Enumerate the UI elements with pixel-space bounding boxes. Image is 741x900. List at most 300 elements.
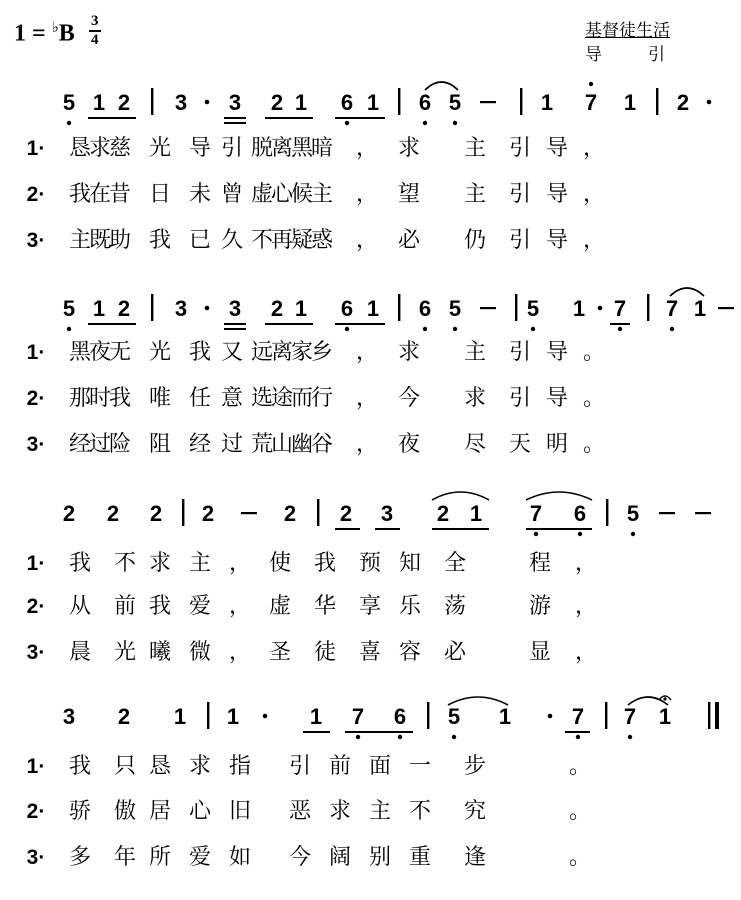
- barline: [606, 499, 608, 526]
- octave-dot-above: [589, 82, 593, 86]
- lyric-char: 微: [188, 640, 212, 665]
- lyric-char: 主: [310, 182, 334, 207]
- barline: [515, 294, 517, 321]
- verse-number: 2·: [26, 800, 46, 823]
- note: 1: [623, 90, 637, 115]
- lyric-char: ，: [355, 136, 379, 161]
- lyric-char: 既: [88, 228, 112, 253]
- lyric-char: 爱: [188, 594, 212, 619]
- dash-sustain: [695, 512, 711, 514]
- lyric-char: 慈: [108, 136, 132, 161]
- barline: [520, 88, 522, 115]
- verse-number: 3·: [26, 846, 46, 869]
- lyric-char: 究: [463, 799, 487, 824]
- barline: [427, 702, 429, 729]
- lyric-char: 无: [108, 340, 132, 365]
- lyric-char: 光: [148, 136, 172, 161]
- note: 2: [270, 90, 284, 115]
- lyric-char: 必: [397, 228, 421, 253]
- lyric-char: 曾: [220, 182, 244, 207]
- final-barline-thick: [715, 702, 719, 729]
- lyric-char: 享: [358, 594, 382, 619]
- note: 5: [448, 296, 462, 321]
- eighth-underline: [265, 323, 313, 325]
- lyric-char: ，: [228, 640, 252, 665]
- dash-sustain: [659, 512, 675, 514]
- lyric-char: 疑: [290, 228, 314, 253]
- dash-sustain: [480, 307, 496, 309]
- note: 5: [626, 501, 640, 526]
- lyric-char: 候: [290, 182, 314, 207]
- lyric-char: 引: [508, 182, 532, 207]
- lyric-char: 我: [148, 228, 172, 253]
- lyric-char: 引: [220, 136, 244, 161]
- octave-dot-below: [67, 327, 71, 331]
- lyric-char: 。: [568, 799, 592, 824]
- lyric-char: 乡: [310, 340, 334, 365]
- slur: [432, 492, 489, 500]
- lyric-char: 我: [108, 386, 132, 411]
- lyric-char: 必: [443, 640, 467, 665]
- lyric-char: 前: [328, 754, 352, 779]
- final-barline-thin: [708, 702, 710, 729]
- flat-symbol: ♭: [51, 19, 59, 36]
- dash-sustain: [480, 101, 496, 103]
- verse-number: 2·: [26, 387, 46, 410]
- note: 5: [447, 704, 461, 729]
- lyric-char: 导: [545, 136, 569, 161]
- lyric-char: 过: [88, 432, 112, 457]
- note: 6: [573, 501, 587, 526]
- lyric-char: 。: [582, 432, 606, 457]
- lyric-char: 黑: [68, 340, 92, 365]
- lyric-char: 爱: [188, 845, 212, 870]
- lyric-char: 一: [408, 754, 432, 779]
- lyric-char: 明: [545, 432, 569, 457]
- note: 2: [117, 90, 131, 115]
- eighth-underline: [265, 117, 313, 119]
- octave-dot-below: [576, 735, 580, 739]
- octave-dot-below: [534, 532, 538, 536]
- lyric-char: 主: [463, 136, 487, 161]
- lyric-char: 导: [545, 228, 569, 253]
- eighth-underline: [345, 731, 413, 733]
- lyric-char: 心: [188, 799, 212, 824]
- verse-number: 1·: [26, 137, 46, 160]
- octave-dot-below: [631, 532, 635, 536]
- lyric-char: 时: [88, 386, 112, 411]
- note: 1: [173, 704, 187, 729]
- eighth-underline: [375, 528, 400, 530]
- lyric-char: 晨: [68, 640, 92, 665]
- lyric-char: 虚: [268, 594, 292, 619]
- lyric-char: 傲: [113, 799, 137, 824]
- slur: [526, 492, 592, 500]
- note: 6: [418, 296, 432, 321]
- lyric-char: 久: [220, 228, 244, 253]
- verse-number: 2·: [26, 595, 46, 618]
- note: 2: [62, 501, 76, 526]
- lyric-char: 游: [528, 594, 552, 619]
- octave-dot-below: [67, 121, 71, 125]
- barline: [398, 88, 400, 115]
- eighth-underline: [88, 117, 136, 119]
- note: 6: [340, 90, 354, 115]
- lyric-char: 再: [270, 228, 294, 253]
- lyric-char: 徒: [313, 640, 337, 665]
- lyric-char: 唯: [148, 386, 172, 411]
- note: 1: [540, 90, 554, 115]
- lyric-char: 我: [188, 340, 212, 365]
- note: 3: [228, 296, 242, 321]
- lyric-char: 黑: [290, 136, 314, 161]
- note: 3: [62, 704, 76, 729]
- augmentation-dot: [205, 306, 210, 311]
- time-signature-top: 3: [91, 13, 99, 29]
- lyric-char: 助: [108, 228, 132, 253]
- lyric-char: 意: [220, 386, 244, 411]
- lyric-char: 面: [368, 754, 392, 779]
- note: 1: [92, 90, 106, 115]
- octave-dot-below: [398, 735, 402, 739]
- lyric-char: 恳: [68, 136, 92, 161]
- lyric-char: 求: [88, 136, 112, 161]
- eighth-underline: [432, 528, 489, 530]
- lyric-char: 虚: [250, 182, 274, 207]
- barline: [647, 294, 649, 321]
- note: 1: [92, 296, 106, 321]
- lyric-char: 经: [188, 432, 212, 457]
- lyric-char: 我: [68, 182, 92, 207]
- verse-number: 3·: [26, 433, 46, 456]
- barline: [151, 294, 153, 321]
- lyric-char: 我: [68, 551, 92, 576]
- lyric-char: ，: [355, 182, 379, 207]
- lyric-char: ，: [228, 551, 252, 576]
- lyric-char: 引: [288, 754, 312, 779]
- tie: [670, 288, 704, 296]
- lyric-char: 主: [68, 228, 92, 253]
- note: 7: [613, 296, 627, 321]
- lyric-char: 喜: [358, 640, 382, 665]
- note: 1: [572, 296, 586, 321]
- lyric-char: 指: [228, 754, 252, 779]
- lyric-char: 家: [290, 340, 314, 365]
- lyric-char: ，: [582, 228, 606, 253]
- lyric-char: 我: [68, 754, 92, 779]
- lyric-char: 求: [397, 136, 421, 161]
- lyric-char: 乐: [398, 594, 422, 619]
- octave-dot-below: [531, 327, 535, 331]
- verse-number: 3·: [26, 229, 46, 252]
- lyric-char: 今: [288, 845, 312, 870]
- note: 1: [309, 704, 323, 729]
- lyric-char: ，: [574, 594, 598, 619]
- key-letter: B: [58, 20, 75, 47]
- lyric-char: ，: [355, 432, 379, 457]
- note: 7: [351, 704, 365, 729]
- lyric-char: 如: [228, 845, 252, 870]
- sixteenth-underline: [224, 122, 246, 124]
- lyric-char: 导: [545, 386, 569, 411]
- octave-dot-below: [356, 735, 360, 739]
- eighth-underline: [303, 731, 330, 733]
- lyric-char: 容: [398, 640, 422, 665]
- lyric-char: 阻: [148, 432, 172, 457]
- lyric-char: 只: [113, 754, 137, 779]
- lyric-char: 未: [188, 182, 212, 207]
- lyric-char: 。: [568, 845, 592, 870]
- lyric-char: 昔: [108, 182, 132, 207]
- note: 2: [201, 501, 215, 526]
- eighth-underline: [565, 731, 590, 733]
- lyric-char: 谷: [310, 432, 334, 457]
- lyric-char: 那: [68, 386, 92, 411]
- eighth-underline: [224, 117, 246, 119]
- note: 7: [571, 704, 585, 729]
- lyric-char: 幽: [290, 432, 314, 457]
- lyric-char: 在: [88, 182, 112, 207]
- lyric-char: 暗: [310, 136, 334, 161]
- barline: [605, 702, 607, 729]
- lyric-char: 主: [463, 340, 487, 365]
- lyric-char: 日: [148, 182, 172, 207]
- lyric-char: ，: [582, 182, 606, 207]
- note: 2: [149, 501, 163, 526]
- note: 5: [448, 90, 462, 115]
- eighth-underline: [335, 528, 360, 530]
- lyric-char: 天: [508, 432, 532, 457]
- verse-number: 1·: [26, 755, 46, 778]
- key-prefix: 1 =: [14, 20, 52, 47]
- note: 3: [228, 90, 242, 115]
- lyric-char: 荡: [443, 594, 467, 619]
- lyric-char: 已: [188, 228, 212, 253]
- lyric-char: 夜: [88, 340, 112, 365]
- lyric-char: 恳: [148, 754, 172, 779]
- note: 2: [339, 501, 353, 526]
- augmentation-dot: [263, 714, 268, 719]
- note: 6: [418, 90, 432, 115]
- lyric-char: 途: [270, 386, 294, 411]
- lyric-char: 今: [397, 386, 421, 411]
- lyric-char: 过: [220, 432, 244, 457]
- note: 2: [436, 501, 450, 526]
- note: 2: [270, 296, 284, 321]
- octave-dot-below: [423, 121, 427, 125]
- barline: [656, 88, 658, 115]
- note: 1: [294, 90, 308, 115]
- lyric-char: 显: [528, 640, 552, 665]
- lyric-char: 山: [270, 432, 294, 457]
- lyric-char: 前: [113, 594, 137, 619]
- note: 7: [665, 296, 679, 321]
- tie: [425, 82, 458, 90]
- note: 7: [584, 90, 598, 115]
- lyric-char: 光: [148, 340, 172, 365]
- note: 3: [174, 296, 188, 321]
- note: 3: [380, 501, 394, 526]
- lyric-char: 别: [368, 845, 392, 870]
- lyric-char: 主: [188, 551, 212, 576]
- lyric-char: 望: [397, 182, 421, 207]
- lyric-char: 行: [310, 386, 334, 411]
- note: 1: [693, 296, 707, 321]
- eighth-underline: [610, 323, 630, 325]
- lyric-char: 步: [463, 754, 487, 779]
- lyric-char: 逢: [463, 845, 487, 870]
- lyric-char: 仍: [463, 228, 487, 253]
- octave-dot-below: [618, 327, 622, 331]
- note: 2: [676, 90, 690, 115]
- lyric-char: ，: [228, 594, 252, 619]
- note: 1: [498, 704, 512, 729]
- octave-dot-below: [452, 735, 456, 739]
- octave-dot-below: [453, 327, 457, 331]
- barline: [398, 294, 400, 321]
- octave-dot-below: [628, 735, 632, 739]
- note: 2: [106, 501, 120, 526]
- lyric-char: 旧: [228, 799, 252, 824]
- lyric-char: 使: [268, 551, 292, 576]
- lyric-char: 尽: [463, 432, 487, 457]
- note: 6: [340, 296, 354, 321]
- verse-number: 1·: [26, 552, 46, 575]
- note: 1: [469, 501, 483, 526]
- lyric-char: 。: [582, 386, 606, 411]
- augmentation-dot: [707, 100, 712, 105]
- octave-dot-below: [453, 121, 457, 125]
- lyric-char: 而: [290, 386, 314, 411]
- lyric-char: 求: [148, 551, 172, 576]
- lyric-char: 经: [68, 432, 92, 457]
- note: 5: [526, 296, 540, 321]
- lyric-char: 选: [250, 386, 274, 411]
- eighth-underline: [224, 323, 246, 325]
- eighth-underline: [335, 323, 385, 325]
- time-signature-bottom: 4: [91, 32, 99, 48]
- note: 3: [174, 90, 188, 115]
- note: 6: [393, 704, 407, 729]
- lyric-char: 华: [313, 594, 337, 619]
- lyric-char: 曦: [148, 640, 172, 665]
- lyric-char: 不: [250, 228, 274, 253]
- lyric-char: 险: [108, 432, 132, 457]
- note: 2: [117, 296, 131, 321]
- lyric-char: 导: [188, 136, 212, 161]
- barline: [207, 702, 209, 729]
- dash-sustain: [718, 307, 734, 309]
- lyric-char: 。: [582, 340, 606, 365]
- lyric-char: ，: [582, 136, 606, 161]
- augmentation-dot: [205, 100, 210, 105]
- lyric-char: 求: [188, 754, 212, 779]
- eighth-underline: [335, 117, 385, 119]
- octave-dot-below: [345, 121, 349, 125]
- lyric-char: 。: [568, 754, 592, 779]
- barline: [317, 499, 319, 526]
- verse-number: 1·: [26, 341, 46, 364]
- lyric-char: 夜: [397, 432, 421, 457]
- lyric-char: 圣: [268, 640, 292, 665]
- lyric-char: 预: [358, 551, 382, 576]
- lyric-char: 求: [463, 386, 487, 411]
- note: 1: [658, 704, 672, 729]
- lyric-char: 程: [528, 551, 552, 576]
- lyric-char: 离: [270, 340, 294, 365]
- note: 7: [623, 704, 637, 729]
- note: 2: [283, 501, 297, 526]
- lyric-char: 所: [148, 845, 172, 870]
- note: 5: [62, 296, 76, 321]
- note: 1: [366, 90, 380, 115]
- lyric-char: ，: [355, 386, 379, 411]
- augmentation-dot: [598, 306, 603, 311]
- lyric-char: 主: [368, 799, 392, 824]
- lyric-char: 骄: [68, 799, 92, 824]
- lyric-char: 我: [148, 594, 172, 619]
- note: 5: [62, 90, 76, 115]
- barline: [182, 499, 184, 526]
- lyric-char: 恶: [288, 799, 312, 824]
- note: 2: [117, 704, 131, 729]
- lyric-char: 年: [113, 845, 137, 870]
- lyric-char: 离: [270, 136, 294, 161]
- note: 1: [294, 296, 308, 321]
- lyric-char: 多: [68, 845, 92, 870]
- lyric-char: 导: [545, 340, 569, 365]
- lyric-char: ，: [355, 228, 379, 253]
- note: 1: [226, 704, 240, 729]
- eighth-underline: [88, 323, 136, 325]
- source-subtitle: 导引: [585, 45, 711, 65]
- lyric-char: ，: [574, 640, 598, 665]
- verse-number: 2·: [26, 183, 46, 206]
- lyric-char: 主: [463, 182, 487, 207]
- lyric-char: 引: [508, 386, 532, 411]
- lyric-char: 引: [508, 228, 532, 253]
- lyric-char: 居: [148, 799, 172, 824]
- lyric-char: 心: [270, 182, 294, 207]
- lyric-char: 求: [328, 799, 352, 824]
- source-title: 基督徒生活: [585, 21, 670, 41]
- lyric-char: 阔: [328, 845, 352, 870]
- lyric-char: ，: [574, 551, 598, 576]
- octave-dot-below: [423, 327, 427, 331]
- lyric-char: 全: [443, 551, 467, 576]
- verse-number: 3·: [26, 641, 46, 664]
- eighth-underline: [526, 528, 592, 530]
- octave-dot-below: [578, 532, 582, 536]
- augmentation-dot: [548, 714, 553, 719]
- sixteenth-underline: [224, 328, 246, 330]
- lyric-char: ，: [355, 340, 379, 365]
- lyric-char: 不: [113, 551, 137, 576]
- dash-sustain: [241, 512, 257, 514]
- lyric-char: 求: [397, 340, 421, 365]
- barline: [151, 88, 153, 115]
- lyric-char: 导: [545, 182, 569, 207]
- lyric-char: 远: [250, 340, 274, 365]
- lyric-char: 光: [113, 640, 137, 665]
- lyric-char: 从: [68, 594, 92, 619]
- note: 1: [366, 296, 380, 321]
- lyric-char: 又: [220, 340, 244, 365]
- lyric-char: 惑: [310, 228, 334, 253]
- lyric-char: 我: [313, 551, 337, 576]
- lyric-char: 重: [408, 845, 432, 870]
- lyric-char: 脱: [250, 136, 274, 161]
